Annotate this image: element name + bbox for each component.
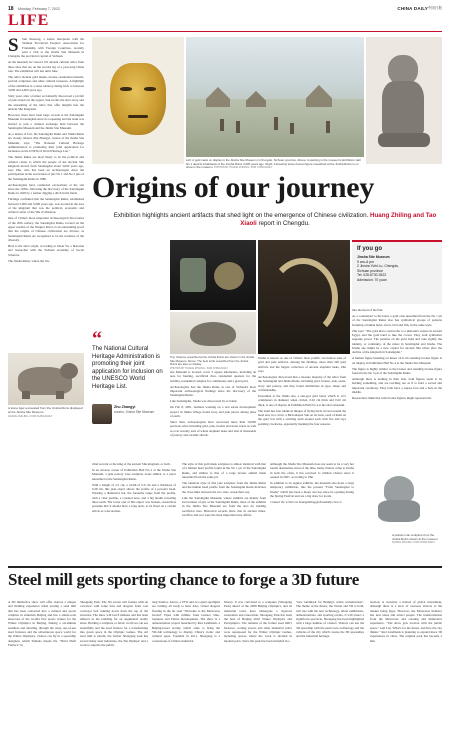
quote-author: Zhu Zhangyi [114, 405, 136, 409]
info-box-line: Tel: 028-8730-3522 [357, 273, 387, 278]
info-box-title: If you go [357, 246, 382, 252]
header-rule [8, 31, 442, 32]
quote-portrait [92, 404, 112, 424]
pelican-credit: HUANG ZHILING / FOR CHINA DAILY [392, 541, 436, 545]
info-box-line: Admission: 70 yuan [357, 277, 387, 282]
tusk-photo [258, 240, 350, 354]
turtle-photo [170, 312, 256, 354]
info-box-line: Sichuan province [357, 268, 384, 273]
section-label: LIFE [8, 12, 50, 29]
mid-photo-credit: PHOTOS BY HUANG ZHILING / FOR CHINA DAILY [170, 366, 229, 370]
info-box [352, 240, 442, 304]
article1-body-col-a: Sun Xuesong, a senior interpreter with the Sichuan Provincial People's Association for Friendship with Foreign Countries, recently paid a visit to the Jinsha Site Museum in Chengdu, the provincial capital of Sichuan. At the museum, he viewed 101 ancient cultural relics from three sites that are on the second leg of a year-long China tour. The exhibition will last until June. The relics include gold masks, bronze ceremonial utensils, portrait sculptures and other cultural treasures. A highlight of the exhibition is a stone tabletop dating back to between 3,000 and 4,000 years ago. Sixty years after a farmer accidentally discovered a pit full of jade objects in the region, Sun recalls the site's story and the unearthing of the relics that offer insights into the ancient Shu Kingdom. However, there have been large crowds at the Sanxingdui Museum in Guanghan since its reopening and the team was invited to join a cultural exchange held between the Sanxingdui Museum and the Jinsha Site Museum. As a matter of fact, the Sanxingdui Ruins and Jinsha Ruins are closely related. Zhu Zhangyi, curator of the Jinsha Site Museum, says: "The National Cultural Heritage Administration is promoting their joint application for inclusion on the UNESCO World Heritage List." The Jinsha Ruins are most likely to be the political and cultural center to which the people of the ancient Shu kingdom moved from Sanxingdui about 3,000 years ago, says Zhu, who has been an archaeologist since the participation in the excavation of pits No 1 and No 2 pits of the Sanxingdui Ruins in 1986. Archaeologists have conducted excavations at the site since the 1930s, following the discovery of the Sanxingdui Ruins in 1929 by a farmer digging a ditch in his fields. Findings confirmed that the Sanxingdui Ruins, established between 5,000 and 3,000 years ago, was located in the area of the kingdom that was the political, economic and cultural center of the Shu civilization. One of China's more important archaeological discoveries of the 20th century, the Sanxingdui Ruins, located on the upper reaches of the Yangtze River, is an outstanding proof that the origins of Chinese civilization are diverse, as Sanxingdui Ruins are recognized to be the evidence of the diversity. Here is the site's origin, according to Duan Yu, a historian and researcher with the Sichuan Academy of Social Sciences. The Jinsha Ruins, where the Jin- [8, 37, 84, 263]
pelican-sculpture-photo [356, 462, 442, 532]
contact-label: Contact the writers at [270, 500, 298, 505]
article2-col-1: A 3D immersive show will offer visitors a unique and thrilling experience when touring a steel mill that has been converted into a cultural and sports complex in suburban Beijing and has a small-scale showcase of the world's first sports venues for the Winter Olympics in Beijing. During a six-minute seamless and dazzling, through the rusty, out-of-use steel furnaces and the adventurous space world for the Winter Olympics, visitors can fly in a spaceship designed, which Yamada means the "Third Shaft Furnace" in [8, 600, 76, 647]
stone-tiger-credit: HUANG ZHILING / FOR CHINA DAILY [8, 414, 53, 418]
article2-headline: Steel mill gets sporting chance to forge a 3D future [8, 570, 359, 589]
article1-body-col-d: Jinsha is known as one of China's most prolific excavation sites of gold and jade artifacts. Among the findings, more than 200 gold artifacts and the largest collection of ancient elephant tusks, Zhu says. Archaeologists discovered that a treasure majority of the relics from the Sanxingdui and Jinsha Ruins, including gold, bronze, jade, stone, ivory and pottery, and they found similarities in type, shape and craftsmanship. Unearthed at the Jinsha site, a sun-god gold band, which is 12.5 centimeters in diameter when circled, 0.02 cm thick and 0.02 cm thick, is one of display in Exhibition Hall No 4 at the site's museum. The band has four identical images of flying birds circled around the head and, in a circle, a Bird-shaped Sun on its back, each of them on the gold foil with a swirling stem around each with fire and rays pointing clockwise, apparently marking the four seasons. [258, 356, 346, 426]
gold-mask-photo [92, 37, 184, 164]
jade-objects-photo [170, 240, 256, 310]
article1-body-bottom-left: chief servant or the king of the ancient Shu kingdom, or both. In an obverse corner of Exhibition Hall No 2 at the Jinsha Site Museum, a jade pottery vase sculpture looks similar to a piece unearthed at the Sanxingdui Ruins. With a height of 2.5 cm, a width of 0.6 cm and a thickness of 0.28 cm, this jade object shows the profile of a person's head. Wearing a distinctive hat, the forearms range from the profile, with a clear jawline, a crooked nose, and a big mouth revealing three teeth. The lower end of this object was broken, researchers presume that it should have a long neck, to be fixed on a certain article as a decoration. The style of this gold mask sculpture is almost identical with that of a human head profile found in the No 1 pit of the Sanxingdui Ruins, and similar to that of a large bronze animal mask unearthed from the same pit. The identical style of this jade sculpture from the Jinsha Ruins and the human head profile from the Sanxingdui Ruins indicates the close links between the two sites, researchers say. Like the Sanxingdui Museum, whose exhibits are mainly from excavations of pits at the Sanxingdui Ruins, most of the exhibits in the Jinsha Site Museum are from the area for holding sacrificial rites. Historical records show that in ancient times, sacrifice and war were the most important state affairs. [92, 462, 266, 517]
deck-text: Exhibition highlights ancient artifacts that shed light on the emergence of Chinese civilization. [113, 212, 369, 219]
mid-photo-caption: Top: Science unearthed at the Jinsha Ruins are shown in the Jinsha Site Museum. Above: The best turtle unearthed from the Jinsha Ruins are also on display. PHOTOS BY HUANG ZHILING / FOR CHINA DAILY [170, 355, 255, 370]
drop-cap: S [8, 35, 19, 56]
headline: Origins of our journey [92, 171, 375, 204]
article2-col-6: nection, is currently a hotbed of global investment, although there is a slew of overseas visitors to the market being hype. However, the Metaverse industry has new ideas and attract people. The transformation from the Metaverse and creating and immersive experience. "The show gets traction with the public space," said Liu, 'What's for the future, and how the city thinks.'" Red Landmark is planning to expand more 3D experiences in cities. The original park has become a hub. [370, 600, 442, 643]
article2-col-5: "new landmark for Beijing's urban revitalization". The theme of the future, the virtual and VR is both, will rise with the new technology, urban exhibitions, demonstrations, and sporting events. It will attract a significant spectacle, Shougang has been highlighted with a large number of visitors. Visitors can use the 3D spaceship with the park's new technology and the vehicles of the city which creates the 3D spaceships and the industrial heritage. [296, 600, 364, 639]
paper-name-chinese: 中国日报 [427, 6, 442, 10]
top-photo-credit: PHOTOS BY HUANG ZHILING / FOR CHINA DAILY [214, 166, 273, 170]
article1-body-bottom-right: Although the Jinsha Site Museum does not seem to be a very hot tourist destination, most of the time, many visitors come to Jinsha in both life often, it has received 11 million visitors since it opened in 2007, according to Zhu. In addition to its regular exhibits, the museum also hosts a large temporary exhibition, like the present "From Sanxingdui to Jinsha" which has been a major success since its opening during the Spring Festival and are a big draw for locals. Contact the writers at huangzhiling@chinadaily.com.cn [270, 462, 354, 505]
article1-body-col-e: into the head of the fish. As a counterpart to the band, a gold cane unearthed from the No 1 pit of the Sanxingdui Ruins also has symbolical groups of patterns featuring a human head, arrow, bird and fish, in the same style. Zhu says: "The gold mace could refer to a pharaoh's scepter in ancient Egypt, and the gold band is like the crown. They both symbolize supreme power. The patterns on the gold band and cane signify the identity, or continuity, of the rulers in Sanxingdui and Jinsha. The Jinsha site might be a new capital for ancient Shu tribes after the decline of the kingdom in Sanxingdui." A human figure kneeling on knees 14.6-cm standing bronze figure is on display in Exhibition Hall No 4 at the Jinsha Site Museum. The figure is highly similar to the bronze and standing bronze figure found in the No 3 pit of the Sanxingdui Ruins. Although there is nothing in their lists, both figures seem to be holding something, and are reaching out as if to hold a sacred and important ceremony. They both have a square face and a hole in the middle. Researchers think that both bronze figures might represent the [352, 308, 442, 401]
painting-photo [186, 37, 364, 157]
stone-tiger-photo [8, 353, 84, 405]
byline-suffix: report in Chengdu. [258, 220, 310, 227]
quote-author-title: curator, Jinsha Site Museum [114, 410, 155, 414]
quote-text: The National Cultural Heritage Administration is promoting their joint application for inclusion on the UNESCO World Heritage List. [92, 346, 163, 390]
section-divider [8, 566, 442, 568]
contact-email: huangzhiling@chinadaily.com.cn [298, 500, 342, 505]
article2-col-4: history. It was converted to a sculpture (Shougang Park) ahead of the 2008 Beijing Olympics, and its industrial relics have undergone a vigorous restoration and renovation. Shougang Park has been the host of Beijing 2022 Winter Olympics and Paralympics. The remains of the former steel mill's furnaces, cooling towers and other industrial relics were repurposed for the Winter Olympic Games, including spaces where the work is divided in modern parts. Since the park has been included in a [224, 600, 292, 643]
info-box-line: 2 Jinsha Yizhi Lu, Chengdu, [357, 264, 400, 269]
pelican-caption: A pelican man sculpture from the Jinsha Ruins shown at the museum. HUANG ZHILING / FOR CHINA DAILY [392, 534, 442, 545]
page-number: 18 [8, 6, 14, 12]
page-date: Monday, February 7, 2022 [18, 6, 60, 11]
deck [110, 212, 440, 228]
info-box-line: Jinsha Site Museum [357, 255, 390, 259]
article1-body-col-c: site Museum is located, cover 5 square kilometers, including an area for hunting, sacrificial rites, residential quarters for the nobility, residential complex for commoners and a graveyard. Archaeologists had the Jinsha Ruins as one of Sichuan's most important archaeological findings since the discovery of the Sanxingdui Ruins. Like Sanxingdui, Jinsha was discovered by accident. On Feb 8, 2001, builders working on a real estate development project in Jinsha village found ivory and jade pieces among piles of earth. Since then, archaeologists have excavated more than 10,000 precious relics including gold, jade, bronze and stone wares as well as over seventy tons of whole elephant tusks and tens of thousands of pottery and ceramic shards. [170, 370, 256, 438]
kneeling-figure-photo [366, 37, 442, 164]
quote-mark: “ [92, 328, 102, 350]
quote-block [92, 240, 168, 456]
top-photo-caption: Left: A gold mask on display in the Jinsha Site Museum in Chengdu, Sichuan province. Above: A painting in the museum's Exhibition Hall No 1 depicts inhabitants of the Jinsha Ruins 3,000 years ago. Right: A kneeling stone human figure unearthed at the Jinsha Ruins is on show in the museum. PHOTOS BY HUANG ZHILING / FOR CHINA DAILY [186, 158, 361, 170]
page-header [8, 5, 442, 14]
article2-col-2: Shougang Park. The 3D screen will feature with an overview with some fans and dragons from coal conveyor belt running down from the top of the structure. The show will last 8 minutes and has been utilized as the building for an augmented reality show. Holding a sculpture or fabric world we can see beautifully and the steel furnace for a transforming into green space in the Olympic Games. The old steel mill is rebuilt, the former Shougang park has served many steel industries, the Ten Olympic and a work to surprise the public. [80, 600, 148, 647]
article2-col-3: tang Studios. Above, a UFO and two giant spotlights are coming, all ready to land. Also, virtual dragons floating in the air read "Welcome to the Metaverse Global" Pipes with infinite from Greater Sino-Japanese and Future Development. The show is a demonstration project launched by Red Landmark, a Beijing-based startup which aims to bring the VR/AR technology to display China's iconic and cultural spots. Founded in 2011, Shougang is a cornerstone of China's industrial [152, 600, 220, 643]
stone-tiger-caption: A stone tiger excavated from the Jinsha Ruins displayed at the Jinsha Site Museum. HUANG ZHILING / FOR CHINA DAILY [8, 406, 83, 418]
info-box-line: 9 am–6 pm [357, 259, 374, 264]
byline-authors: Huang Zhiling and Tao Xiaoli [240, 212, 437, 227]
paper-name: CHINA DAILY [397, 6, 428, 11]
